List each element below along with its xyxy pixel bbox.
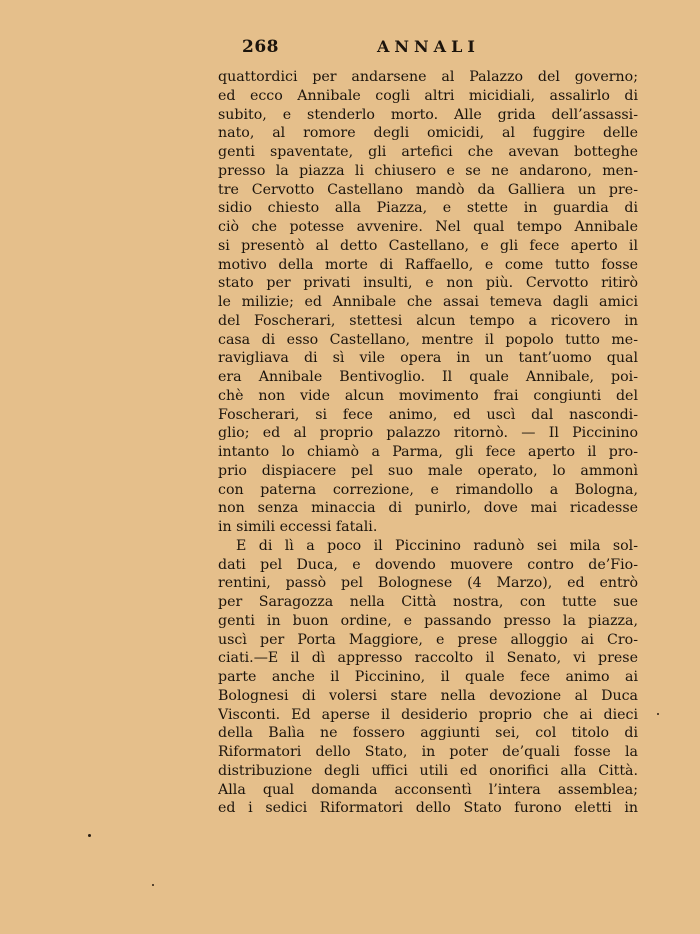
text-line: distribuzione degli uffici utili ed onorifici alla Città. [218, 762, 638, 779]
text-line: prio dispiacere pel suo male operato, lo ammonì [218, 462, 638, 479]
text-line: ed ecco Annibale cogli altri micidiali, assalirlo di [218, 87, 638, 104]
text-line: parte anche il Piccinino, il quale fece animo ai [218, 669, 638, 685]
text-line: nato, al romore degli omicidi, al fuggire delle [218, 125, 638, 142]
text-line: stato per privati insulti, e non più. Cervotto ritirò [218, 275, 638, 292]
text-line: in simili eccessi fatali. [218, 519, 378, 535]
text-line: era Annibale Bentivoglio. Il quale Annibale, poi- [218, 369, 638, 385]
text-line: ciò che potesse avvenire. Nel qual tempo Annibale [218, 219, 638, 235]
text-line: sidio chiesto alla Piazza, e stette in guardia di [218, 200, 638, 217]
text-line: ed i sedici Riformatori dello Stato furono eletti in [218, 800, 638, 817]
page-header [220, 37, 638, 59]
text-line: genti spaventate, gli artefici che avevan botteghe [218, 144, 638, 160]
text-line: subito, e stenderlo morto. Alle grida dell’assassi- [218, 106, 638, 123]
text-line: uscì per Porta Maggiore, e prese alloggio ai Cro- [218, 631, 638, 648]
text-line: Bolognesi di volersi stare nella devozione al Duca [218, 687, 638, 704]
page-number: 268 [242, 37, 279, 57]
text-line: della Balìa ne fossero aggiunti sei, col titolo di [218, 725, 638, 742]
text-line: glio; ed al proprio palazzo ritornò. — Il Piccinino [218, 425, 638, 442]
running-head: ANNALI [377, 37, 480, 56]
text-line: con paterna correzione, e rimandollo a Bologna, [218, 481, 638, 498]
text-line: dati pel Duca, e dovendo muovere contro de’Fio- [218, 556, 638, 573]
text-line: Riformatori dello Stato, in poter de’quali fosse la [218, 744, 638, 760]
text-line: Foscherari, si fece animo, ed uscì dal nascondi- [218, 406, 638, 423]
text-line: non senza minaccia di punirlo, dove mai ricadesse [218, 500, 638, 517]
text-line: casa di esso Castellano, mentre il popolo tutto me- [218, 331, 638, 348]
text-line: ciati.—E il dì appresso raccolto il Senato, vi prese [218, 650, 638, 667]
paper-speck [152, 884, 154, 886]
text-line: presso la piazza li chiusero e se ne andarono, men- [218, 162, 638, 179]
text-line: per Saragozza nella Città nostra, con tutte sue [218, 594, 638, 610]
text-line: ravigliava di sì vile opera in un tant’uomo qual [218, 350, 638, 367]
text-line: le milizie; ed Annibale che assai temeva dagli amici [218, 294, 638, 310]
text-line: rentini, passò pel Bolognese (4 Marzo), ed entrò [218, 575, 638, 592]
text-line: del Foscherari, stettesi alcun tempo a ricovero in [218, 312, 638, 329]
paper-speck [88, 834, 91, 837]
text-line: chè non vide alcun movimento frai congiunti del [218, 387, 638, 404]
text-line: quattordici per andarsene al Palazzo del governo; [218, 69, 638, 85]
text-line: motivo della morte di Raffaello, e come tutto fosse [218, 256, 638, 273]
text-line: tre Cervotto Castellano mandò da Galliera un pre- [218, 181, 638, 198]
text-line: intanto lo chiamò a Parma, gli fece aperto il pro- [218, 444, 638, 460]
text-line: Visconti. Ed aperse il desiderio proprio che ai dieci [218, 706, 638, 723]
text-line: Alla qual domanda acconsentì l’intera assemblea; [218, 781, 638, 798]
text-line: genti in buon ordine, e passando presso la piazza, [218, 612, 638, 629]
paragraph-2 [218, 537, 638, 818]
text-line: E di lì a poco il Piccinino radunò sei mila sol- [236, 537, 638, 554]
text-line: si presentò al detto Castellano, e gli fece aperto il [218, 237, 638, 254]
paragraph-1 [218, 68, 638, 537]
paper-speck [657, 713, 659, 715]
body-text [218, 68, 638, 818]
